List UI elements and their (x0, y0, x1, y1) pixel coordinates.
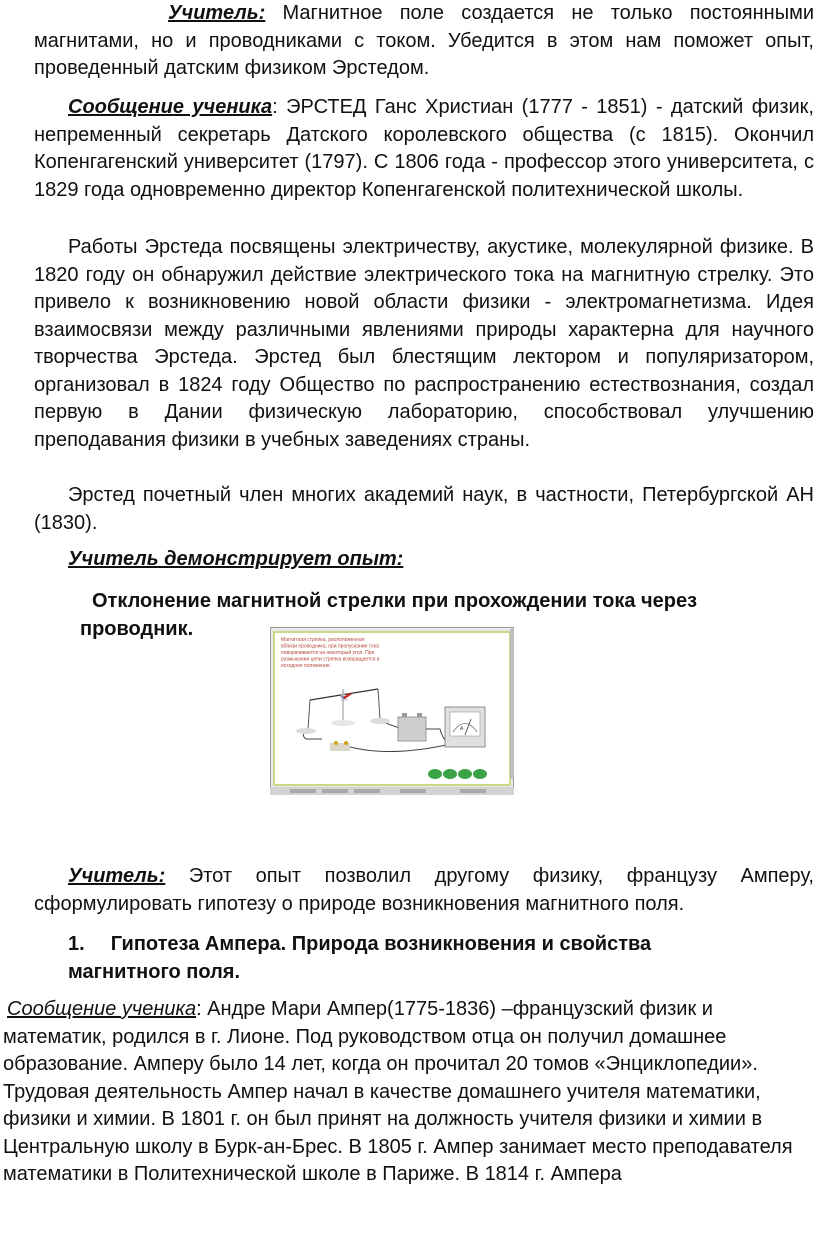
caption-line-1: Магнитная стрелка, расположенная (281, 637, 365, 643)
teacher-intro-paragraph (34, 0, 814, 83)
demo-heading (34, 546, 814, 574)
figure-taskbar (270, 787, 514, 795)
oersted-academy-paragraph (34, 482, 814, 537)
oersted-experiment-figure (270, 627, 514, 795)
control-button-1[interactable] (428, 769, 442, 779)
section-number: 1. (68, 933, 85, 955)
caption-line-4: размыкании цепи стрелка возвращается в (281, 656, 380, 663)
experiment-title-text: Отклонение магнитной стрелки при прохождении тока через проводник. (80, 590, 698, 640)
oersted-academy-text: Эрстед почетный член многих академий наук, в частности, Петербургской АН (1830). (34, 484, 814, 534)
student-ampere-paragraph (3, 996, 809, 1189)
experiment-simulation (270, 627, 514, 795)
teacher-intro-text: Магнитное поле создается не только постоянными магнитами, но и проводниками с током. Убедится в этом нам поможет опыт, проведенный датским физиком Эрстедом. (34, 2, 814, 79)
teacher-ampere-paragraph (34, 863, 814, 918)
demo-label: Учитель демонстрирует опыт: (68, 548, 404, 570)
caption-line-5: исходное положение. (281, 663, 331, 669)
student-label: Сообщение ученика (68, 96, 273, 118)
battery-icon (398, 713, 426, 741)
oersted-works-text: Работы Эрстеда посвящены электричеству, акустике, молекулярной физике. В 1820 году он обнаружил действие электрического тока на магнитную стрелку. Это привело к возникновению новой области физики - электромагнетизма. Идея взаимосвязи между различными явлениями природы характерна для научного творчества Эрстеда. Эрстед был блестящим лектором и популяризатором, организовал в 1824 году Общество по распространению естествознания, создал первую в Дании физическую лабораторию, способствовал улучшению преподавания физики в учебных заведениях страны. (34, 236, 814, 451)
control-button-2[interactable] (443, 769, 457, 779)
control-button-3[interactable] (458, 769, 472, 779)
teacher-label-2: Учитель: (68, 865, 166, 887)
student-ampere-text: : Андре Мари Ампер(1775-1836) –французский физик и математик, родился в г. Лионе. Под руководством отца он получил домашнее образование. Амперу было 14 лет, когда он прочитал 20 томов «Энциклопедии». Трудовая деятельность Ампер начал в качестве домашнего учителя математики, физики и химии. В 1801 г. он был принят на должность учителя физики и химии в Центральную школу в Бурк-ан-Брес. В 1805 г. Ампер занимает место преподавателя математики в Политехнической школе в Париже. В 1814 г. Ампера (3, 998, 793, 1185)
teacher-label: Учитель: (168, 2, 266, 24)
teacher-ampere-text: Этот опыт позволил другому физику, французу Амперу, сформулировать гипотезу о природе возникновения магнитного поля. (34, 865, 814, 915)
caption-line-3: поворачивается на некоторый угол. При (281, 650, 375, 656)
student-oersted-paragraph (34, 94, 814, 204)
svg-text:A: A (460, 726, 464, 732)
student-oersted-text: : ЭРСТЕД Ганс Христиан (1777 - 1851) - датский физик, непременный секретарь Датского королевского общества (с 1815). Окончил Копенгагенский университет (1797). С 1806 года - профессор этого университета, с 1829 года одновременно директор Копенгагенской политехнической школы. (34, 96, 814, 201)
caption-line-2: вблизи проводника, при пропускании тока (281, 643, 379, 650)
oersted-works-paragraph (34, 234, 814, 454)
ampere-hypothesis-heading (34, 931, 768, 986)
ammeter-icon (445, 707, 485, 747)
control-button-4[interactable] (473, 769, 487, 779)
ampere-hypothesis-title: Гипотеза Ампера. Природа возникновения и свойства магнитного поля. (68, 933, 652, 983)
student-label-2: Сообщение ученика (7, 998, 197, 1020)
